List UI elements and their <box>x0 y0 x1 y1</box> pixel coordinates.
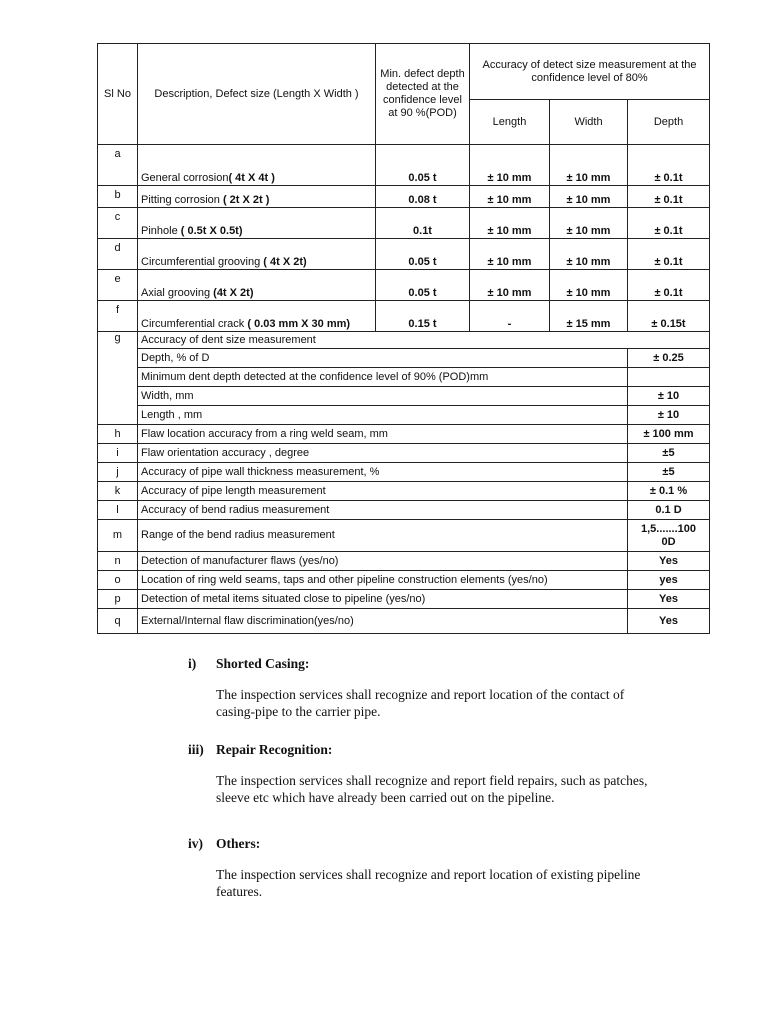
row-label: Range of the bend radius measurement <box>138 520 628 552</box>
table-row <box>98 387 710 406</box>
header-width: Width <box>550 100 628 145</box>
section-body: The inspection services shall recognize and report field repairs, such as patches, sleeve etc which have already been carried out on the pipeline. <box>216 773 648 805</box>
section-repair-recognition <box>188 742 648 806</box>
row-value: Yes <box>628 609 710 634</box>
table-row <box>98 301 710 332</box>
table-row <box>98 571 710 590</box>
defect-description: Pitting corrosion ( 2t X 2t ) <box>138 186 376 208</box>
bend-range-line-2: 0D <box>661 535 676 548</box>
width-accuracy: ± 10 mm <box>550 145 628 186</box>
table-row <box>98 186 710 208</box>
row-value: 0.1 D <box>628 501 710 520</box>
row-value: Yes <box>628 552 710 571</box>
section-body: The inspection services shall recognize and report location of the contact of casing-pipe to the carrier pipe. <box>216 687 625 719</box>
text-sections <box>188 656 648 900</box>
header-sl-no: Sl No <box>98 44 138 145</box>
bend-range-line-1: 1,5.......100 <box>640 522 697 535</box>
row-sl: d <box>98 239 138 270</box>
dent-section-title: Accuracy of dent size measurement <box>138 332 710 349</box>
depth-accuracy: ± 0.1t <box>628 239 710 270</box>
length-accuracy: ± 10 mm <box>470 186 550 208</box>
table-row <box>98 482 710 501</box>
length-accuracy: ± 10 mm <box>470 239 550 270</box>
row-label: Accuracy of pipe length measurement <box>138 482 628 501</box>
header-description: Description, Defect size (Length X Width ) <box>138 44 376 145</box>
table-row <box>98 590 710 609</box>
table-row <box>98 552 710 571</box>
depth-accuracy: ± 0.1t <box>628 186 710 208</box>
table-row <box>98 609 710 634</box>
row-sl: n <box>98 552 138 571</box>
row-sl: a <box>98 145 138 186</box>
header-length: Length <box>470 100 550 145</box>
section-heading: i) Shorted Casing: <box>188 656 310 671</box>
depth-accuracy: ± 0.1t <box>628 270 710 301</box>
defect-description: Circumferential grooving ( 4t X 2t) <box>138 239 376 270</box>
section-shorted-casing <box>188 656 648 720</box>
row-label: Detection of metal items situated close to pipeline (yes/no) <box>138 590 628 609</box>
row-label: Flaw location accuracy from a ring weld seam, mm <box>138 425 628 444</box>
row-sl: e <box>98 270 138 301</box>
min-defect-depth: 0.05 t <box>376 270 470 301</box>
row-value: ± 0.1 % <box>628 482 710 501</box>
row-value: ±5 <box>628 444 710 463</box>
row-sl: f <box>98 301 138 332</box>
depth-accuracy: ± 0.15t <box>628 301 710 332</box>
dent-row-label: Minimum dent depth detected at the confidence level of 90% (POD)mm <box>138 368 628 387</box>
row-sl: l <box>98 501 138 520</box>
defect-description: Circumferential crack ( 0.03 mm X 30 mm) <box>138 301 376 332</box>
row-value: yes <box>628 571 710 590</box>
width-accuracy: ± 15 mm <box>550 301 628 332</box>
table-row <box>98 463 710 482</box>
row-label: Flaw orientation accuracy , degree <box>138 444 628 463</box>
row-sl: g <box>98 332 138 425</box>
row-value <box>628 520 710 552</box>
header-depth: Depth <box>628 100 710 145</box>
defect-description: General corrosion( 4t X 4t ) <box>138 145 376 186</box>
row-sl: j <box>98 463 138 482</box>
row-value: Yes <box>628 590 710 609</box>
defect-description: Axial grooving (4t X 2t) <box>138 270 376 301</box>
table-row <box>98 406 710 425</box>
width-accuracy: ± 10 mm <box>550 270 628 301</box>
specification-table <box>97 43 710 634</box>
width-accuracy: ± 10 mm <box>550 239 628 270</box>
dent-row-label: Length , mm <box>138 406 628 425</box>
table-row <box>98 145 710 186</box>
row-sl: o <box>98 571 138 590</box>
row-value: ±5 <box>628 463 710 482</box>
section-body: The inspection services shall recognize and report location of existing pipeline features. <box>216 867 641 899</box>
dent-row-value: ± 10 <box>628 387 710 406</box>
min-defect-depth: 0.05 t <box>376 239 470 270</box>
min-defect-depth: 0.1t <box>376 208 470 239</box>
table-row <box>98 444 710 463</box>
table-row <box>98 349 710 368</box>
table-row <box>98 520 710 552</box>
depth-accuracy: ± 0.1t <box>628 145 710 186</box>
row-sl: k <box>98 482 138 501</box>
row-label: Detection of manufacturer flaws (yes/no) <box>138 552 628 571</box>
row-sl: m <box>98 520 138 552</box>
row-label: Accuracy of bend radius measurement <box>138 501 628 520</box>
table-row <box>98 239 710 270</box>
row-sl: h <box>98 425 138 444</box>
dent-row-value <box>628 368 710 387</box>
dent-row-value: ± 0.25 <box>628 349 710 368</box>
min-defect-depth: 0.05 t <box>376 145 470 186</box>
table-row <box>98 368 710 387</box>
row-sl: q <box>98 609 138 634</box>
depth-accuracy: ± 0.1t <box>628 208 710 239</box>
length-accuracy: ± 10 mm <box>470 208 550 239</box>
table-row <box>98 332 710 349</box>
table-row <box>98 425 710 444</box>
min-defect-depth: 0.08 t <box>376 186 470 208</box>
table-row <box>98 501 710 520</box>
dent-row-label: Width, mm <box>138 387 628 406</box>
row-sl: b <box>98 186 138 208</box>
row-sl: c <box>98 208 138 239</box>
row-label: Accuracy of pipe wall thickness measurement, % <box>138 463 628 482</box>
dent-row-label: Depth, % of D <box>138 349 628 368</box>
min-defect-depth: 0.15 t <box>376 301 470 332</box>
row-sl: i <box>98 444 138 463</box>
width-accuracy: ± 10 mm <box>550 208 628 239</box>
row-sl: p <box>98 590 138 609</box>
section-others <box>188 836 648 900</box>
table-row <box>98 270 710 301</box>
length-accuracy: ± 10 mm <box>470 145 550 186</box>
row-label: Location of ring weld seams, taps and other pipeline construction elements (yes/no) <box>138 571 628 590</box>
section-heading: iii) Repair Recognition: <box>188 742 333 757</box>
table-row <box>98 208 710 239</box>
defect-description: Pinhole ( 0.5t X 0.5t) <box>138 208 376 239</box>
length-accuracy: ± 10 mm <box>470 270 550 301</box>
length-accuracy: - <box>470 301 550 332</box>
section-heading: iv) Others: <box>188 836 261 851</box>
header-min-defect-depth: Min. defect depth detected at the confidence level at 90 %(POD) <box>376 44 470 145</box>
row-label: External/Internal flaw discrimination(yes/no) <box>138 609 628 634</box>
row-value: ± 100 mm <box>628 425 710 444</box>
dent-row-value: ± 10 <box>628 406 710 425</box>
header-accuracy: Accuracy of detect size measurement at the confidence level of 80% <box>470 44 710 100</box>
width-accuracy: ± 10 mm <box>550 186 628 208</box>
